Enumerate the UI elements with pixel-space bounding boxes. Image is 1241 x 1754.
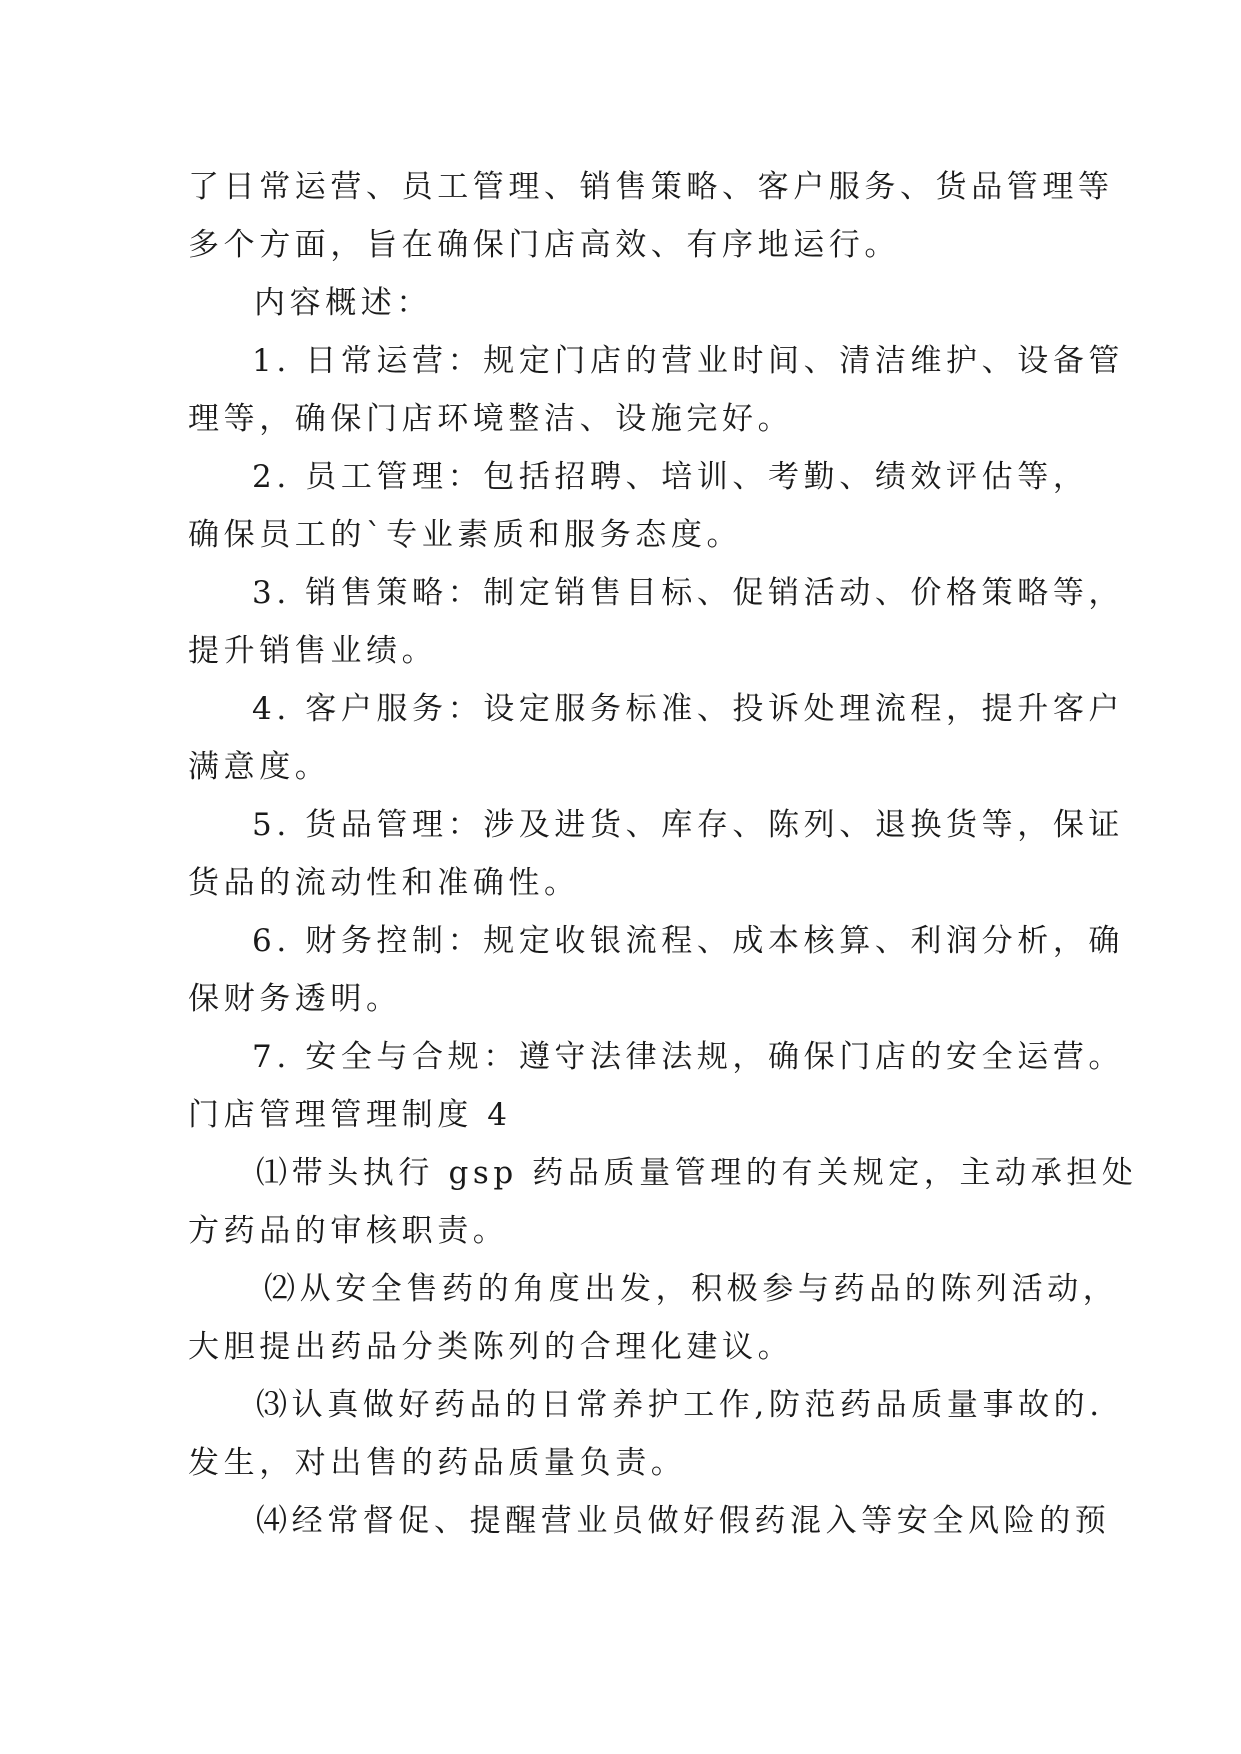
text-line: 保财务透明。 bbox=[188, 981, 402, 1017]
document-body bbox=[188, 158, 1138, 1550]
list-item: ⑴带头执行 gsp 药品质量管理的有关规定，主动承担处 bbox=[256, 1155, 1138, 1191]
section-title: 门店管理管理制度 4 bbox=[188, 1097, 512, 1133]
text-line: 满意度。 bbox=[188, 749, 331, 785]
section-heading: 内容概述： bbox=[254, 285, 432, 321]
list-item: 7. 安全与合规：遵守法律法规，确保门店的安全运营。 bbox=[252, 1039, 1125, 1075]
text-line: 理等，确保门店环境整洁、设施完好。 bbox=[188, 401, 794, 437]
list-item: 3. 销售策略：制定销售目标、促销活动、价格策略等， bbox=[252, 575, 1125, 611]
list-item: ⑵从安全售药的角度出发，积极参与药品的陈列活动， bbox=[264, 1271, 1119, 1307]
list-item: 5. 货品管理：涉及进货、库存、陈列、退换货等，保证 bbox=[252, 807, 1125, 843]
text-line: 货品的流动性和准确性。 bbox=[188, 865, 580, 901]
list-item: 2. 员工管理：包括招聘、培训、考勤、绩效评估等， bbox=[252, 459, 1089, 495]
text-line: 大胆提出药品分类陈列的合理化建议。 bbox=[188, 1329, 794, 1365]
list-item: ⑷经常督促、提醒营业员做好假药混入等安全风险的预 bbox=[256, 1503, 1111, 1539]
text-line: 多个方面，旨在确保门店高效、有序地运行。 bbox=[188, 227, 900, 263]
text-line: 提升销售业绩。 bbox=[188, 633, 438, 669]
text-line: 确保员工的`专业素质和服务态度。 bbox=[188, 517, 743, 553]
text-line: 发生，对出售的药品质量负责。 bbox=[188, 1445, 687, 1481]
list-item: 4. 客户服务：设定服务标准、投诉处理流程，提升客户 bbox=[252, 691, 1125, 727]
list-item: 6. 财务控制：规定收银流程、成本核算、利润分析，确 bbox=[252, 923, 1125, 959]
text-line: 了日常运营、员工管理、销售策略、客户服务、货品管理等 bbox=[188, 169, 1114, 205]
list-item: ⑶认真做好药品的日常养护工作,防范药品质量事故的. bbox=[256, 1387, 1104, 1423]
list-item: 1. 日常运营：规定门店的营业时间、清洁维护、设备管 bbox=[252, 343, 1125, 379]
text-line: 方药品的审核职责。 bbox=[188, 1213, 509, 1249]
